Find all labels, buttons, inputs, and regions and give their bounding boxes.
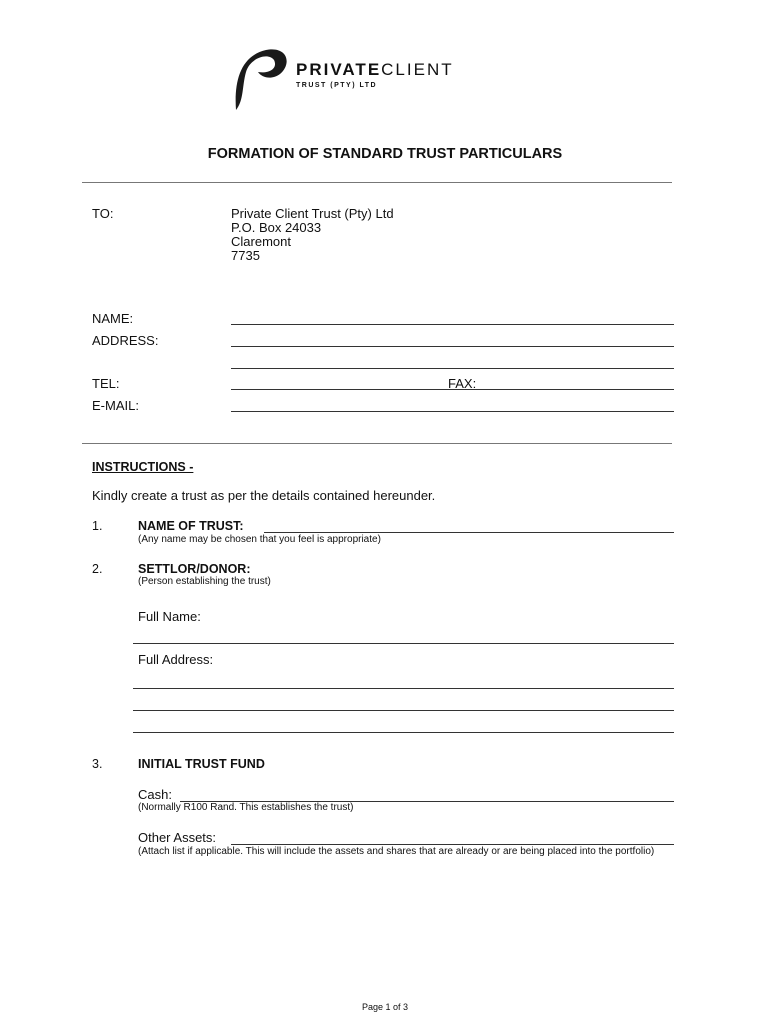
divider bbox=[82, 443, 672, 444]
logo-brand-secondary: CLIENT bbox=[381, 60, 454, 79]
logo-brand-primary: PRIVATE bbox=[296, 60, 382, 79]
to-address-line: P.O. Box 24033 bbox=[231, 220, 322, 235]
section-number: 3. bbox=[92, 757, 103, 771]
divider bbox=[82, 182, 672, 183]
full-name-label: Full Name: bbox=[138, 609, 201, 624]
other-assets-note: (Attach list if applicable. This will include the assets and shares that are already or are being placed into the portfolio) bbox=[138, 846, 655, 857]
address-label: ADDRESS: bbox=[92, 333, 159, 348]
name-label: NAME: bbox=[92, 311, 134, 326]
settlor-heading: SETTLOR/DONOR: bbox=[138, 562, 251, 576]
name-field[interactable] bbox=[231, 324, 674, 325]
email-label: E-MAIL: bbox=[92, 398, 139, 413]
instructions-text: Kindly create a trust as per the details contained hereunder. bbox=[92, 488, 436, 503]
cash-label: Cash: bbox=[138, 787, 172, 802]
cash-note: (Normally R100 Rand. This establishes the trust) bbox=[138, 802, 354, 813]
address-field-line-2[interactable] bbox=[231, 368, 674, 369]
settlor-note: (Person establishing the trust) bbox=[138, 576, 271, 587]
to-address-line: Private Client Trust (Pty) Ltd bbox=[231, 206, 394, 221]
full-address-field-line-3[interactable] bbox=[133, 732, 674, 733]
tel-fax-field[interactable] bbox=[231, 389, 674, 390]
name-of-trust-note: (Any name may be chosen that you feel is appropriate) bbox=[138, 534, 381, 545]
initial-trust-fund-heading: INITIAL TRUST FUND bbox=[138, 757, 265, 771]
full-address-label: Full Address: bbox=[138, 652, 214, 667]
to-address-line: Claremont bbox=[231, 234, 291, 249]
email-field[interactable] bbox=[231, 411, 674, 412]
other-assets-field[interactable] bbox=[231, 844, 674, 845]
page-title: FORMATION OF STANDARD TRUST PARTICULARS bbox=[207, 146, 563, 162]
name-of-trust-heading: NAME OF TRUST: bbox=[138, 519, 244, 533]
fax-label: FAX: bbox=[448, 376, 477, 391]
section-number: 1. bbox=[92, 519, 103, 533]
page-number: Page 1 of 3 bbox=[361, 1002, 409, 1012]
logo-wordmark bbox=[296, 60, 454, 80]
logo-mark-icon bbox=[226, 42, 296, 112]
name-of-trust-field[interactable] bbox=[264, 532, 674, 533]
address-field-line-1[interactable] bbox=[231, 346, 674, 347]
to-address-line: 7735 bbox=[231, 248, 260, 263]
tel-label: TEL: bbox=[92, 376, 120, 391]
company-logo bbox=[226, 42, 546, 112]
logo-subtitle: TRUST (PTY) LTD bbox=[296, 82, 378, 89]
full-name-field[interactable] bbox=[133, 643, 674, 644]
full-address-field-line-1[interactable] bbox=[133, 688, 674, 689]
full-address-field-line-2[interactable] bbox=[133, 710, 674, 711]
other-assets-label: Other Assets: bbox=[138, 830, 217, 845]
to-label: TO: bbox=[92, 206, 114, 221]
section-number: 2. bbox=[92, 562, 103, 576]
instructions-heading: INSTRUCTIONS - bbox=[92, 460, 194, 474]
